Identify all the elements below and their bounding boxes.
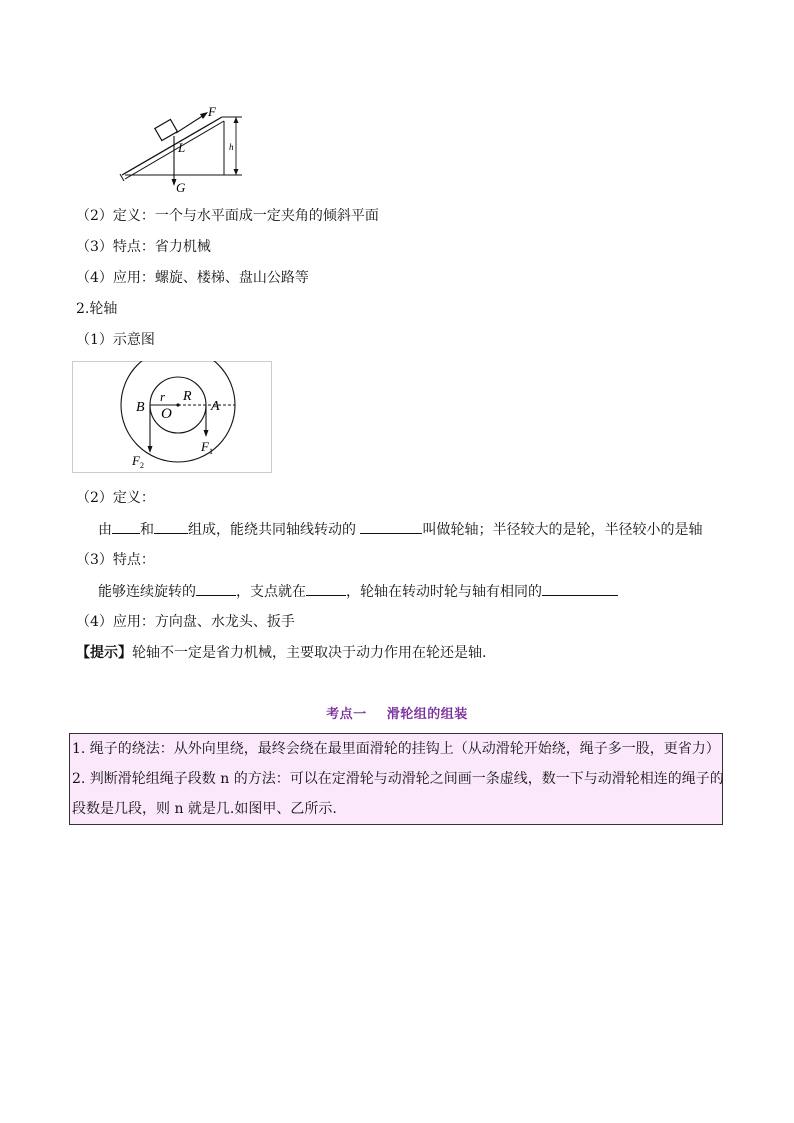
length-l-label: L bbox=[178, 140, 186, 155]
tip-paragraph bbox=[76, 643, 486, 663]
force-f1-label: $F_1$ bbox=[201, 439, 213, 456]
wheel-axle-feature: 能够连续旋转的 ，支点就在 ，轮轴在转动时轮与轴有相同的 bbox=[98, 581, 618, 602]
blank-3[interactable] bbox=[360, 519, 422, 534]
tip-text: 轮轴不一定是省力机械，主要取决于动力作用在轮还是轴. bbox=[132, 645, 487, 661]
box-line-2: 2. 判断滑轮组绳子段数 n 的方法：可以在定滑轮与动滑轮之间画一条虚线，数一下与动滑轮相连的绳子的 bbox=[72, 771, 724, 787]
box-line-1: 1. 绳子的绕法：从外向里绕，最终会绕在最里面滑轮的挂钩上（从动滑轮开始绕，绳子多一股，更省力） bbox=[72, 741, 720, 757]
point-b-label: B bbox=[136, 400, 145, 415]
gravity-g-label: G bbox=[176, 180, 186, 195]
radius-r-label: r bbox=[160, 389, 166, 404]
wheel-axle-title: 2.轮轴 bbox=[76, 301, 118, 317]
blank-6[interactable] bbox=[542, 581, 618, 596]
wheel-axle-feature-label: （3）特点： bbox=[76, 552, 155, 568]
incline-application: （4）应用：螺旋、楼梯、盘山公路等 bbox=[76, 270, 309, 286]
box-line-3: 段数是几段，则 n 就是几.如图甲、乙所示. bbox=[72, 801, 337, 817]
wheel-axle-application: （4）应用：方向盘、水龙头、扳手 bbox=[76, 614, 295, 630]
radius-big-r-label: R bbox=[183, 389, 192, 404]
blank-5[interactable] bbox=[306, 581, 346, 596]
section-heading: 考点一 滑轮组的组装 bbox=[326, 707, 468, 722]
center-o-label: O bbox=[161, 406, 172, 422]
point-a-label: A bbox=[211, 399, 220, 414]
blank-4[interactable] bbox=[196, 581, 236, 596]
pulley-method-box bbox=[69, 733, 723, 825]
height-h-label: h bbox=[229, 142, 234, 152]
wheel-axle-definition: 由 和 组成，能绕共同轴线转动的 叫做轮轴；半径较大的是轮，半径较小的是轴 bbox=[98, 519, 702, 540]
blank-1[interactable] bbox=[112, 519, 140, 534]
incline-definition: （2）定义：一个与水平面成一定夹角的倾斜平面 bbox=[76, 208, 379, 224]
blank-2[interactable] bbox=[154, 519, 188, 534]
force-f2-label: $F_2$ bbox=[132, 453, 144, 470]
wheel-axle-definition-label: （2）定义： bbox=[76, 490, 155, 506]
inclined-plane-figure bbox=[112, 100, 272, 195]
incline-feature: （3）特点：省力机械 bbox=[76, 239, 211, 255]
tip-label: 【提示】 bbox=[76, 645, 132, 661]
force-f-label: F bbox=[208, 104, 216, 119]
wheel-axle-figure bbox=[72, 361, 272, 473]
wheel-axle-diagram-label: （1）示意图 bbox=[76, 332, 155, 348]
